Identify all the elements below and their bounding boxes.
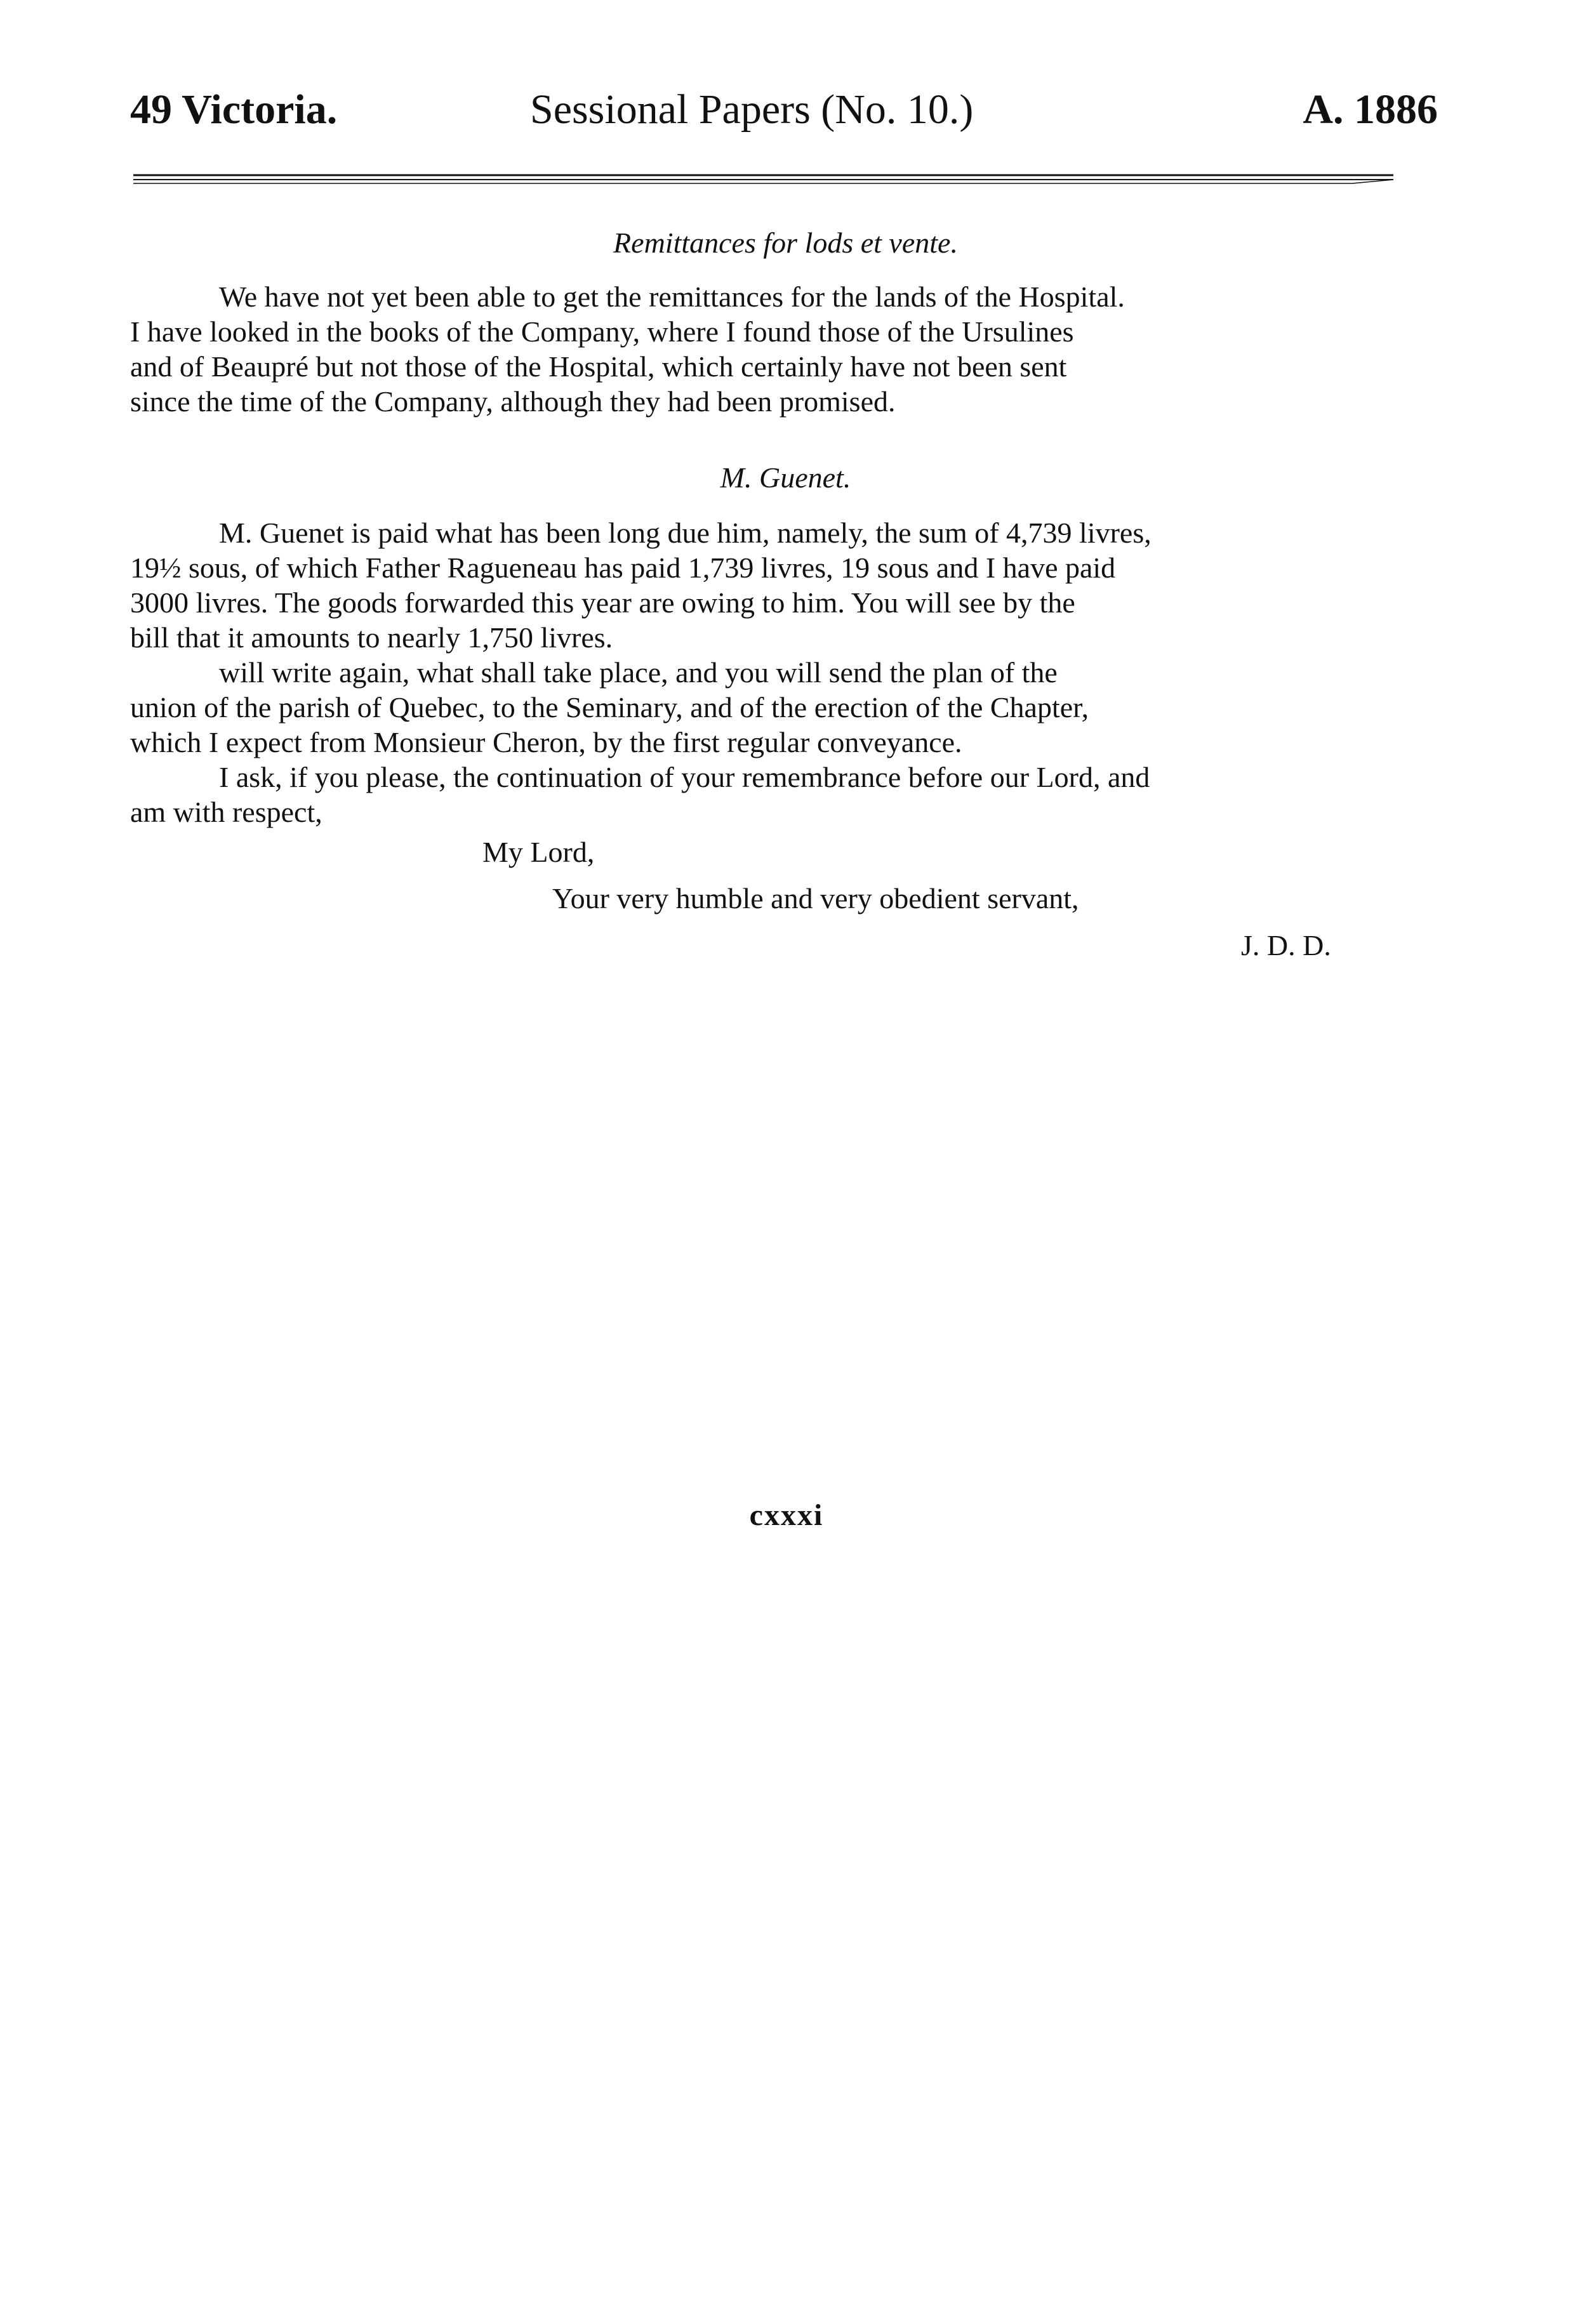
text-line: I have looked in the books of the Company, where I found those of the Ursulines [130, 315, 1074, 348]
text-line: am with respect, [130, 796, 322, 828]
text-line: 3000 livres. The goods forwarded this year are owing to him. You will see by the [130, 586, 1075, 619]
page-number: cxxxi [749, 1498, 824, 1532]
guenet-heading: M. Guenet. [720, 461, 851, 494]
signature: J. D. D. [1241, 929, 1331, 961]
page-header [130, 81, 1438, 138]
text-line: M. Guenet is paid what has been long due him, namely, the sum of 4,739 livres, [219, 517, 1152, 549]
text-line: which I expect from Monsieur Cheron, by the first regular conveyance. [130, 726, 962, 758]
guenet-paragraph-2 [130, 655, 1441, 760]
text-line: and of Beaupré but not those of the Hospital, which certainly have not been sent [130, 350, 1067, 383]
text-line: union of the parish of Quebec, to the Seminary, and of the erection of the Chapter, [130, 691, 1089, 723]
remittances-heading: Remittances for lods et vente. [613, 227, 958, 259]
text-line: 19½ sous, of which Father Ragueneau has paid 1,739 livres, 19 sous and I have paid [130, 551, 1116, 584]
salutation: My Lord, [482, 836, 595, 868]
header-volume: 49 Victoria. [130, 86, 338, 133]
header-title: Sessional Papers (No. 10.) [530, 86, 974, 133]
text-line: We have not yet been able to get the remittances for the lands of the Hospital. [219, 281, 1125, 313]
text-line: since the time of the Company, although they had been promised. [130, 385, 896, 418]
text-line: I ask, if you please, the continuation of your remembrance before our Lord, and [219, 761, 1150, 793]
guenet-paragraph-1 [130, 515, 1441, 655]
valediction: Your very humble and very obedient servant, [552, 882, 1079, 914]
text-line: bill that it amounts to nearly 1,750 livres. [130, 621, 613, 654]
text-line: will write again, what shall take place, and you will send the plan of the [219, 656, 1058, 689]
remittances-paragraph [130, 279, 1441, 419]
header-rule [133, 171, 1403, 187]
header-year: A. 1886 [1303, 86, 1438, 133]
guenet-paragraph-3 [130, 760, 1441, 829]
